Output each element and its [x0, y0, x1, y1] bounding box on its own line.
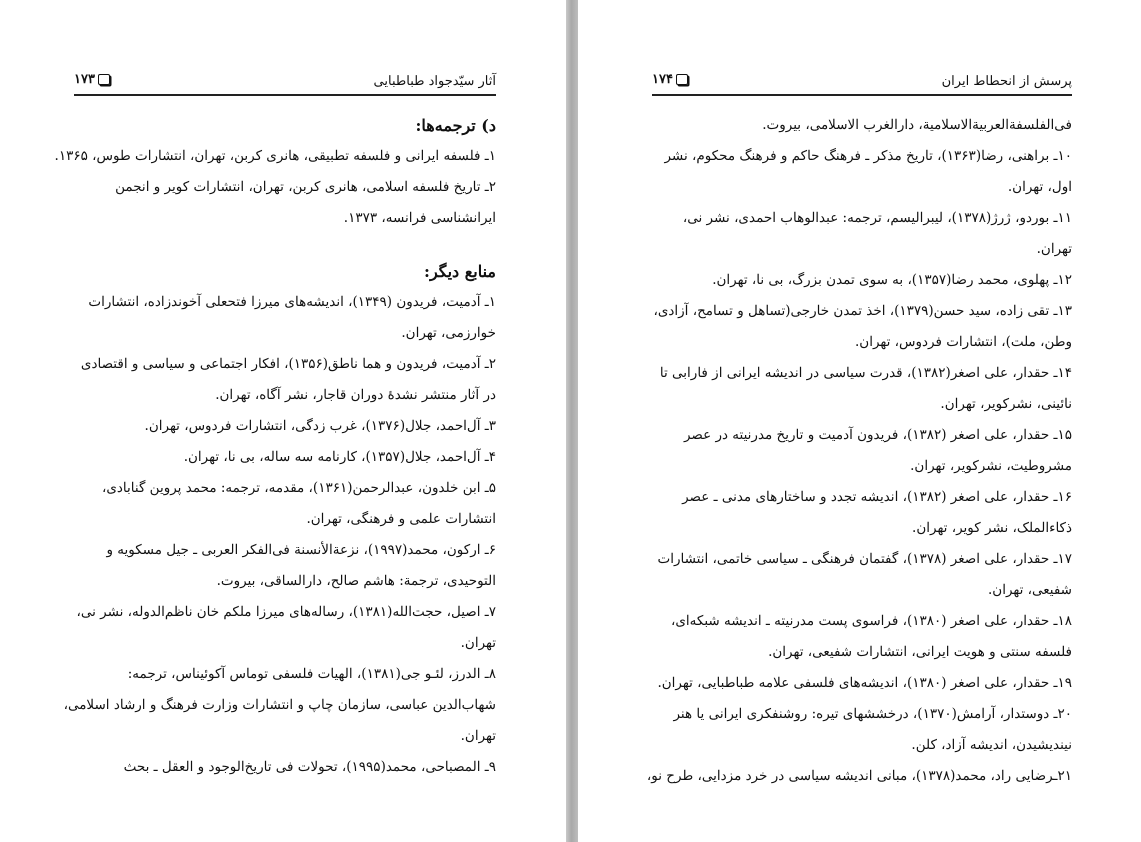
text-line: در آثار منتشر نشدهٔ دوران قاجار، نشر آگاه، تهران.: [215, 387, 496, 403]
text-line: اول، تهران.: [1007, 179, 1072, 195]
right-page-body: [646, 110, 1072, 792]
text-line: ۱ـ آدمیت، فریدون (۱۳۴۹)، اندیشه‌های میرزا فتحعلی آخوندزاده، انتشارات: [88, 294, 496, 310]
text-line: مشروطیت، نشرکویر، تهران.: [910, 458, 1072, 474]
left-running-title: آثار سیّدجواد طباطبایی: [373, 74, 496, 89]
text-line: تهران.: [460, 635, 496, 651]
text-line: ۱۲ـ پهلوی، محمد رضا(۱۳۵۷)، به سوی تمدن بزرگ، بی نا، تهران.: [712, 272, 1072, 288]
text-line: ۲ـ آدمیت، فریدون و هما ناطق(۱۳۵۶)، افکار اجتماعی و سیاسی و اقتصادی: [80, 356, 496, 372]
text-line: ۸ـ الدرز، لئـو جی(۱۳۸۱)، الهیات فلسفی توماس آکوئیناس، ترجمه:: [127, 666, 496, 682]
text-line: ۱۷ـ حقدار، علی اصغر (۱۳۷۸)، گفتمان فرهنگی ـ سیاسی خاتمی، انتشارات: [657, 551, 1072, 567]
text-line: ۷ـ اصیل، حجت‌الله(۱۳۸۱)، رساله‌های میرزا ملکم خان ناظم‌الدوله، نشر نی،: [76, 604, 496, 620]
left-page-header: [74, 70, 496, 96]
text-line: ایرانشناسی فرانسه، ۱۳۷۳.: [343, 210, 496, 226]
left-page: [0, 0, 566, 842]
text-line: شفیعی، تهران.: [987, 582, 1072, 598]
text-line: التوحیدی، ترجمة: هاشم صالح، دارالساقی، بیروت.: [216, 573, 496, 589]
text-line: ۳ـ آل‌احمد، جلال(۱۳۷۶)، غرب زدگی، انتشارات فردوس، تهران.: [144, 418, 496, 434]
text-line: ۲ـ تاریخ فلسفه اسلامی، هانری کربن، تهران، انتشارات کویر و انجمن: [115, 179, 496, 195]
text-line: ۲۱ـرضایی راد، محمد(۱۳۷۸)، مبانی اندیشه سیاسی در خرد مزدایی، طرح نو،: [646, 768, 1072, 784]
text-line: فلسفه سنتی و هویت ایرانی، انتشارات شفیعی، تهران.: [768, 644, 1072, 660]
text-line: خوارزمی، تهران.: [401, 325, 496, 341]
text-line: انتشارات علمی و فرهنگی، تهران.: [306, 511, 496, 527]
text-line: ۴ـ آل‌احمد، جلال(۱۳۵۷)، کارنامه سه ساله، بی نا، تهران.: [183, 449, 496, 465]
right-page: [578, 0, 1141, 842]
page-box-icon: [676, 74, 688, 85]
text-line: ذکاءالملک، نشر کویر، تهران.: [912, 520, 1072, 536]
section-heading-other-sources: منابع دیگر:: [424, 262, 496, 281]
text-line: ۲۰ـ دوستدار، آرامش(۱۳۷۰)، درخششهای تیره: روشنفکری ایرانی یا هنر: [673, 706, 1072, 722]
right-page-number: ۱۷۴: [652, 72, 688, 87]
text-line: ۱۳ـ تقی زاده، سید حسن(۱۳۷۹)، اخذ تمدن خارجی(تساهل و تسامح، آزادی،: [653, 303, 1072, 319]
text-line: وطن، ملت)، انتشارات فردوس، تهران.: [854, 334, 1072, 350]
text-line: نیندیشیدن، اندیشه آزاد، کلن.: [911, 737, 1072, 753]
text-line: نائینی، نشرکویر، تهران.: [940, 396, 1072, 412]
book-gutter: [566, 0, 578, 842]
text-line: ۱۱ـ بوردو، ژرژ(۱۳۷۸)، لیبرالیسم، ترجمه: عبدالوهاب احمدی، نشر نی،: [682, 210, 1072, 226]
section-heading-translations: د) ترجمه‌ها:: [415, 116, 496, 135]
text-line: ۹ـ المصباحی، محمد(۱۹۹۵)، تحولات فی تاریخ‌الوجود و العقل ـ بحث: [123, 759, 496, 775]
text-line: ۱۸ـ حقدار، علی اصغر (۱۳۸۰)، فراسوی پست مدرنیته ـ اندیشه شبکه‌ای،: [670, 613, 1072, 629]
text-line: ۱۹ـ حقدار، علی اصغر (۱۳۸۰)، اندیشه‌های فلسفی علامه طباطبایی، تهران.: [657, 675, 1072, 691]
text-line: تهران.: [1036, 241, 1072, 257]
text-line: ۶ـ ارکون، محمد(۱۹۹۷)، نزعة‌الأنسنة فی‌الفکر العربی ـ جیل مسکویه و: [106, 542, 496, 558]
right-page-header: [652, 70, 1072, 96]
page-box-icon: [98, 74, 110, 85]
text-line: ۱ـ فلسفه ایرانی و فلسفه تطبیقی، هانری کربن، تهران، انتشارات طوس، ۱۳۶۵.: [54, 148, 496, 164]
text-line: ۱۶ـ حقدار، علی اصغر (۱۳۸۲)، اندیشه تجدد و ساختارهای مدنی ـ عصر: [682, 489, 1072, 505]
text-line: فی‌الفلسفة‌العربیة‌الاسلامیة، دارالغرب الاسلامی، بیروت.: [762, 117, 1072, 133]
right-running-title: پرسش از انحطاط ایران: [941, 74, 1072, 89]
text-line: ۱۵ـ حقدار، علی اصغر (۱۳۸۲)، فریدون آدمیت و تاریخ مدرنیته در عصر: [683, 427, 1072, 443]
text-line: تهران.: [460, 728, 496, 744]
text-line: شهاب‌الدین عباسی، سازمان چاپ و انتشارات وزارت فرهنگ و ارشاد اسلامی،: [63, 697, 496, 713]
text-line: ۵ـ ابن خلدون، عبدالرحمن(۱۳۶۱)، مقدمه، ترجمه: محمد پروین گنابادی،: [101, 480, 496, 496]
text-line: ۱۴ـ حقدار، علی اصغر(۱۳۸۲)، قدرت سیاسی در اندیشه ایرانی از فارابی تا: [659, 365, 1072, 381]
left-page-number: ۱۷۳: [74, 72, 110, 87]
left-page-body: [54, 110, 496, 783]
text-line: ۱۰ـ براهنی، رضا(۱۳۶۳)، تاریخ مذکر ـ فرهنگ حاکم و فرهنگ محکوم، نشر: [664, 148, 1072, 164]
